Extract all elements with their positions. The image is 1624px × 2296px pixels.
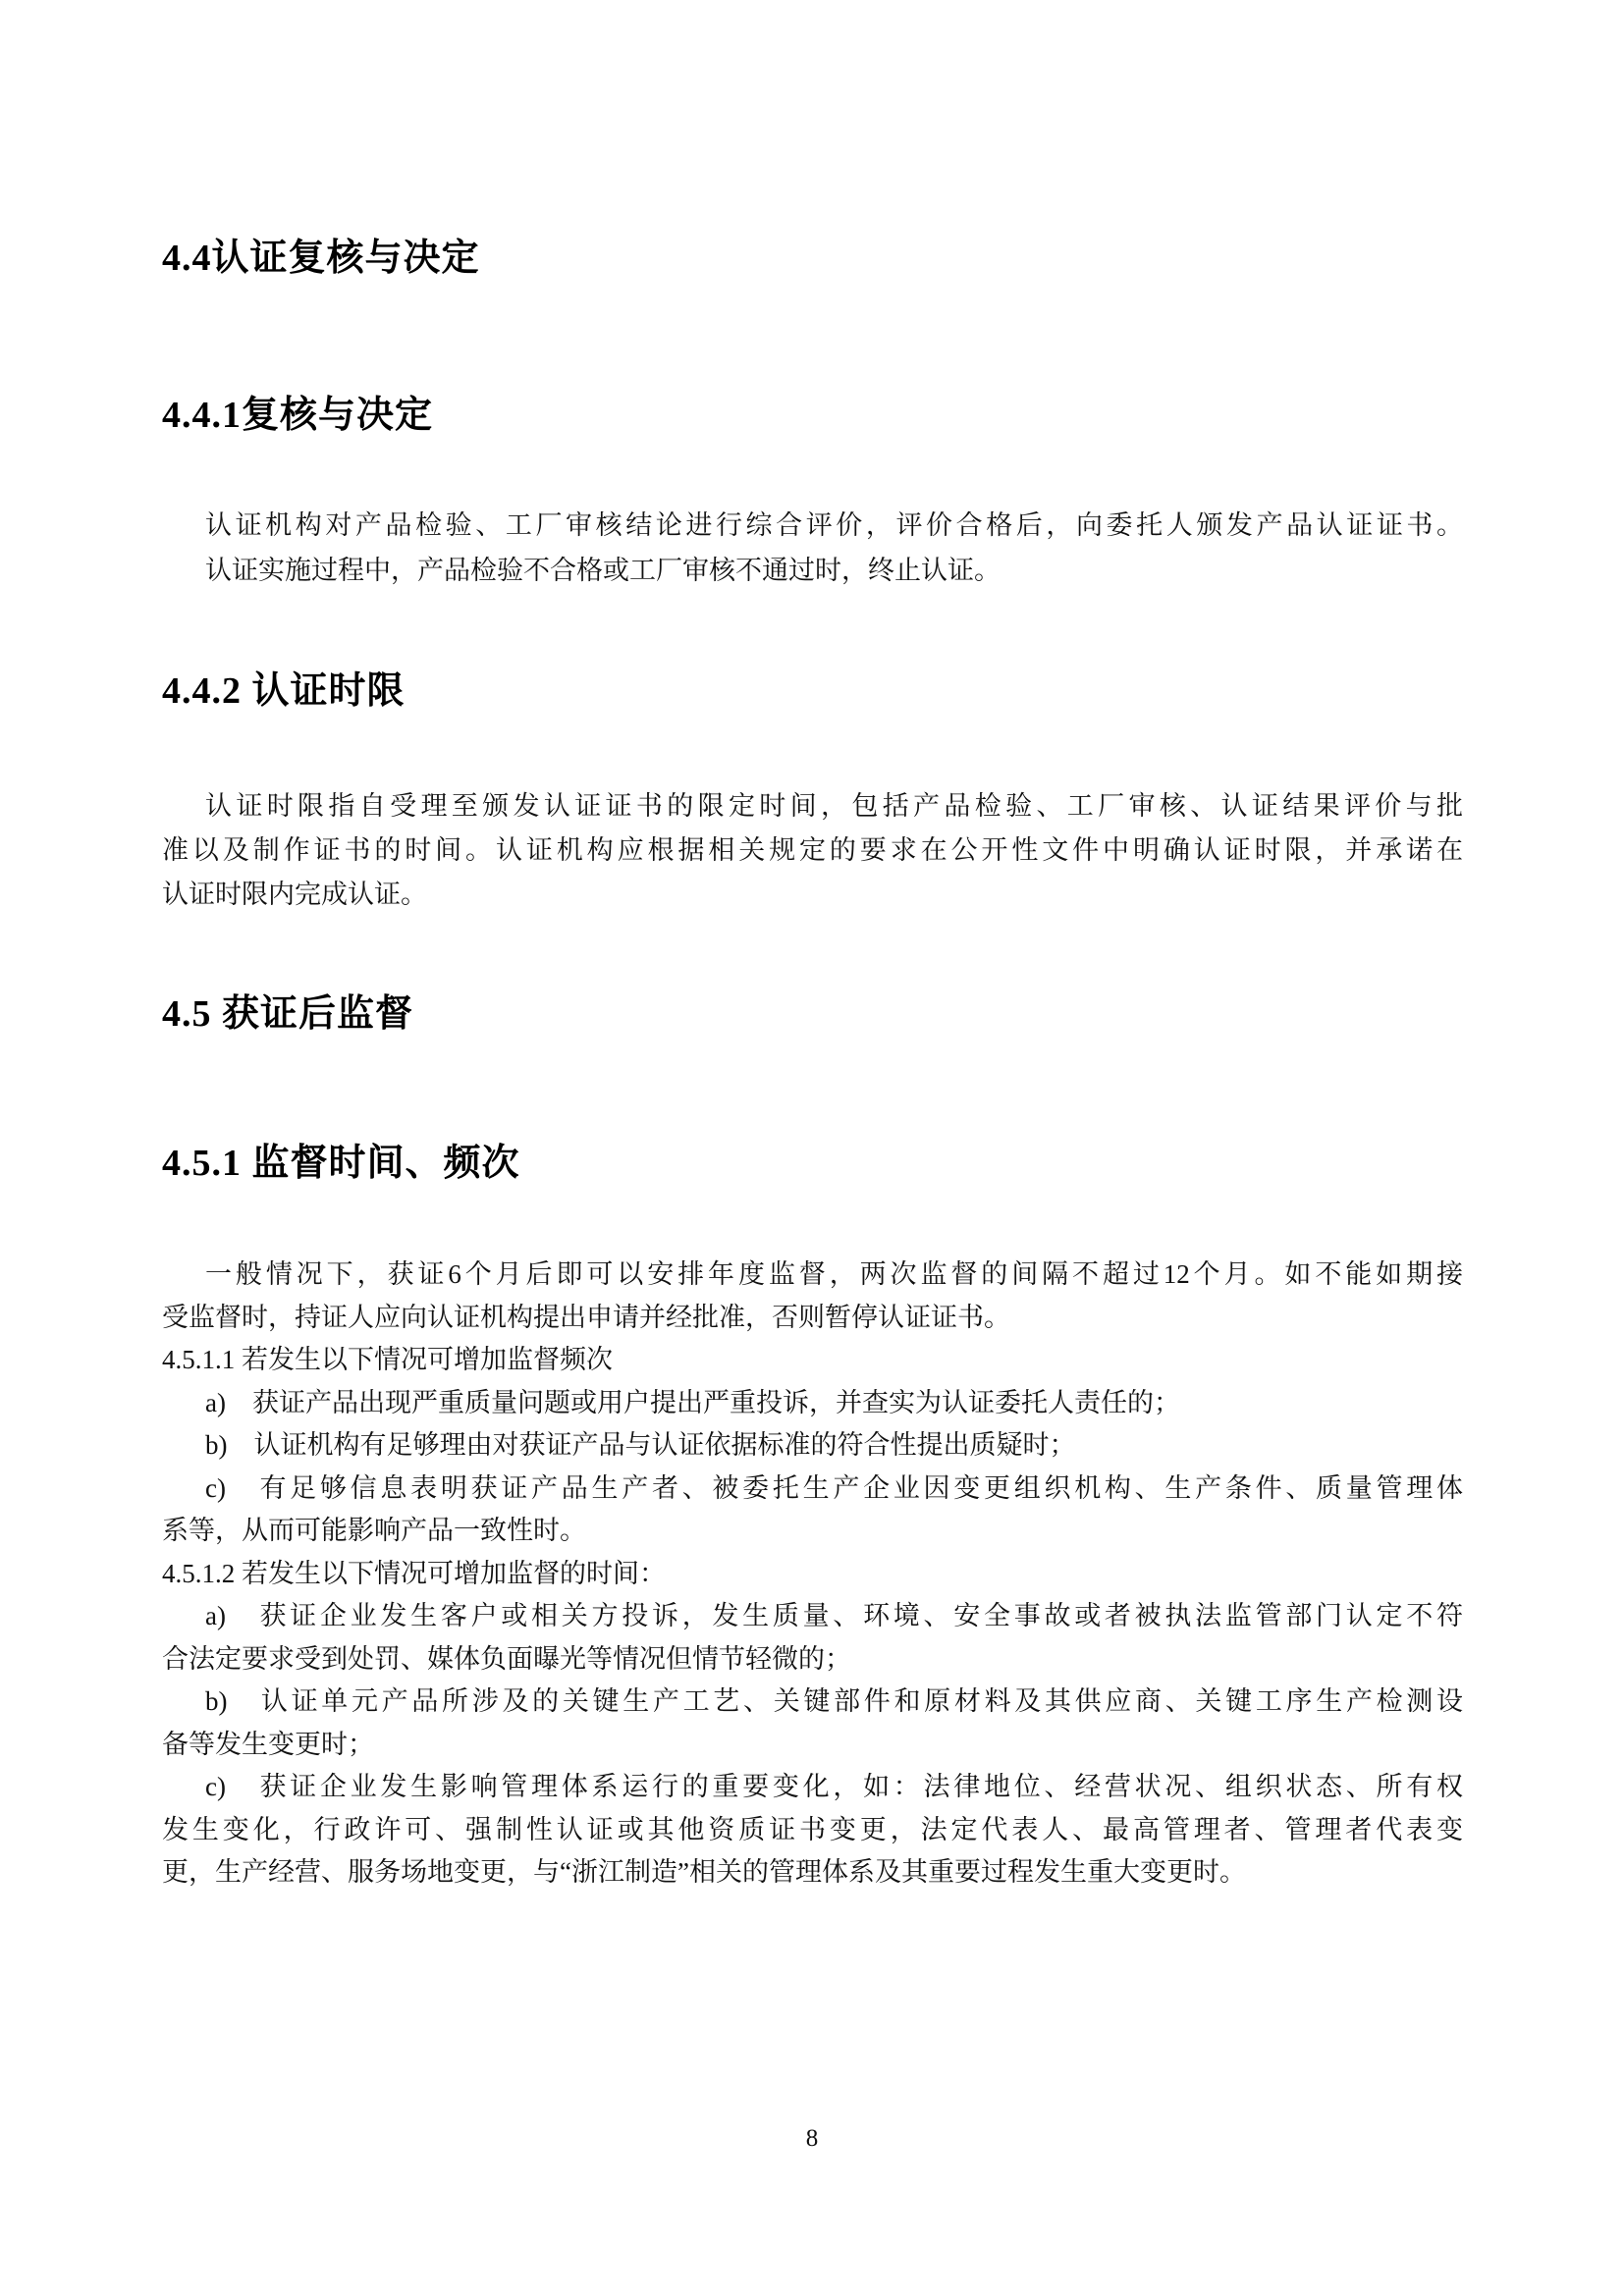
section-heading-4-4-1: 4.4.1复核与决定 bbox=[162, 395, 434, 436]
text-line: 更，生产经营、服务场地变更，与“浙江制造”相关的管理体系及其重要过程发生重大变更时。 bbox=[162, 1857, 1246, 1887]
text-line: c) 获证企业发生影响管理体系运行的重要变化，如：法律地位、经营状况、组织状态、所有权 bbox=[205, 1772, 1463, 1801]
section-heading-4-4-2: 4.4.2 认证时限 bbox=[162, 670, 406, 712]
text-line: a) 获证企业发生客户或相关方投诉，发生质量、环境、安全事故或者被执法监管部门认定不符 bbox=[205, 1601, 1463, 1630]
text-line: 备等发生变更时； bbox=[162, 1729, 374, 1759]
text-line: c) 有足够信息表明获证产品生产者、被委托生产企业因变更组织机构、生产条件、质量管理体 bbox=[205, 1472, 1463, 1503]
text-line: 4.5.1.1 若发生以下情况可增加监督频次 bbox=[162, 1345, 613, 1374]
text-line: 认证时限指自受理至颁发认证证书的限定时间，包括产品检验、工厂审核、认证结果评价与批 bbox=[205, 791, 1463, 821]
text-line: 合法定要求受到处罚、媒体负面曝光等情况但情节轻微的； bbox=[162, 1643, 851, 1674]
text-line: 受监督时，持证人应向认证机构提出申请并经批准，否则暂停认证证书。 bbox=[162, 1302, 1010, 1332]
text-line: b) 认证机构有足够理由对获证产品与认证依据标准的符合性提出质疑时； bbox=[205, 1430, 1076, 1460]
paragraph-4-5-1 bbox=[162, 1254, 1463, 1895]
text-line: 准以及制作证书的时间。认证机构应根据相关规定的要求在公开性文件中明确认证时限，并承诺在 bbox=[162, 835, 1463, 865]
text-line: 系等，从而可能影响产品一致性时。 bbox=[162, 1516, 586, 1545]
paragraph-4-4-2 bbox=[162, 784, 1463, 917]
text-line: 认证实施过程中，产品检验不合格或工厂审核不通过时，终止认证。 bbox=[205, 556, 1001, 585]
section-heading-4-5-1: 4.5.1 监督时间、频次 bbox=[162, 1143, 520, 1184]
text-line: a) 获证产品出现严重质量问题或用户提出严重投诉，并查实为认证委托人责任的； bbox=[205, 1387, 1180, 1417]
text-line: 认证时限内完成认证。 bbox=[162, 880, 427, 909]
section-heading-4-5: 4.5 获证后监督 bbox=[162, 993, 414, 1035]
text-line: 4.5.1.2 若发生以下情况可增加监督的时间： bbox=[162, 1558, 666, 1588]
text-line: 认证机构对产品检验、工厂审核结论进行综合评价，评价合格后，向委托人颁发产品认证证书。 bbox=[205, 510, 1463, 540]
text-line: 发生变化，行政许可、强制性认证或其他资质证书变更，法定代表人、最高管理者、管理者代表变 bbox=[162, 1814, 1463, 1844]
text-line: b) 认证单元产品所涉及的关键生产工艺、关键部件和原材料及其供应商、关键工序生产检测设 bbox=[205, 1686, 1463, 1716]
text-line: 一般情况下，获证6个月后即可以安排年度监督，两次监督的间隔不超过12个月。如不能如期接 bbox=[205, 1259, 1463, 1289]
paragraph-4-4-1 bbox=[162, 503, 1463, 593]
section-heading-4-4: 4.4认证复核与决定 bbox=[162, 238, 480, 279]
page-number: 8 bbox=[805, 2125, 819, 2152]
